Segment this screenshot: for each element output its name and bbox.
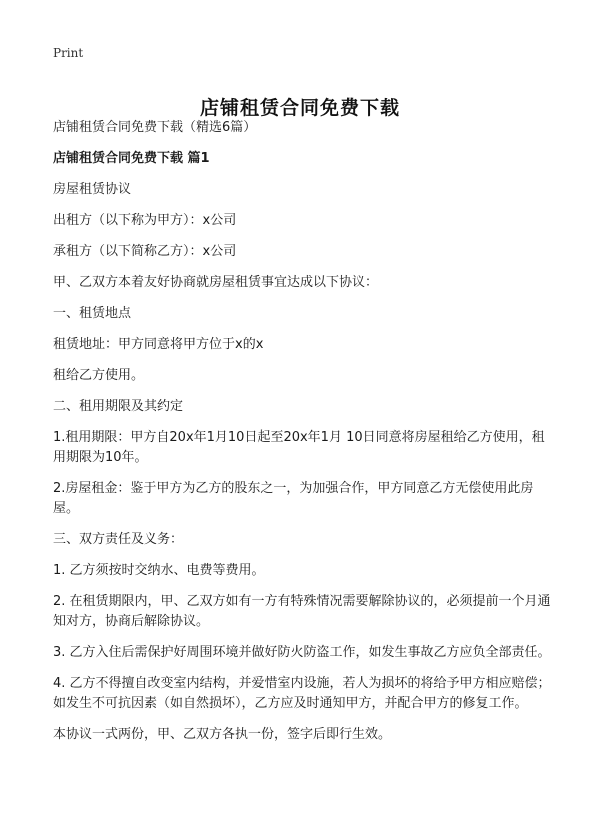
paragraph: 店铺租赁合同免费下载（精选6篇） [53, 120, 257, 135]
print-link[interactable]: Print [53, 46, 84, 60]
section-heading: 店铺租赁合同免费下载 篇1 [53, 151, 210, 166]
paragraph: 承租方（以下简称乙方）：x公司 [53, 244, 237, 259]
paragraph: 租给乙方使用。 [53, 368, 145, 383]
paragraph: 一、租赁地点 [53, 306, 132, 321]
paragraph: 甲、乙双方本着友好协商就房屋租赁事宜达成以下协议： [53, 275, 379, 290]
document-body [53, 118, 553, 756]
paragraph: 4. 乙方不得擅自改变室内结构，并爱惜室内设施，若人为损坏的将给予甲方相应赔偿；如发生不可抗因素（如自然损坏），乙方应及时通知甲方，并配合甲方的修复工作。 [53, 676, 551, 711]
paragraph: 三、双方责任及义务： [53, 532, 184, 547]
paragraph: 2.房屋租金：鉴于甲方为乙方的股东之一，为加强合作，甲方同意乙方无偿使用此房屋。 [53, 481, 534, 516]
paragraph: 1.租用期限：甲方自20x年1月10日起至20x年1月 10日同意将房屋租给乙方使用，租用期限为10年。 [53, 430, 545, 465]
paragraph: 出租方（以下称为甲方）：x公司 [53, 213, 237, 228]
document-title: 店铺租赁合同免费下载 [199, 96, 400, 119]
paragraph: 2. 在租赁期限内，甲、乙双方如有一方有特殊情况需要解除协议的，必须提前一个月通知对方，协商后解除协议。 [53, 594, 551, 629]
paragraph: 租赁地址：甲方同意将甲方位于x的x [53, 337, 264, 352]
paragraph: 本协议一式两份，甲、乙双方各执一份，签字后即行生效。 [53, 727, 392, 742]
paragraph: 房屋租赁协议 [53, 182, 132, 197]
paragraph: 二、租用期限及其约定 [53, 399, 184, 414]
paragraph: 1. 乙方须按时交纳水、电费等费用。 [53, 563, 265, 578]
paragraph: 3. 乙方入住后需保护好周围环境并做好防火防盗工作，如发生事故乙方应负全部责任。 [53, 645, 551, 660]
